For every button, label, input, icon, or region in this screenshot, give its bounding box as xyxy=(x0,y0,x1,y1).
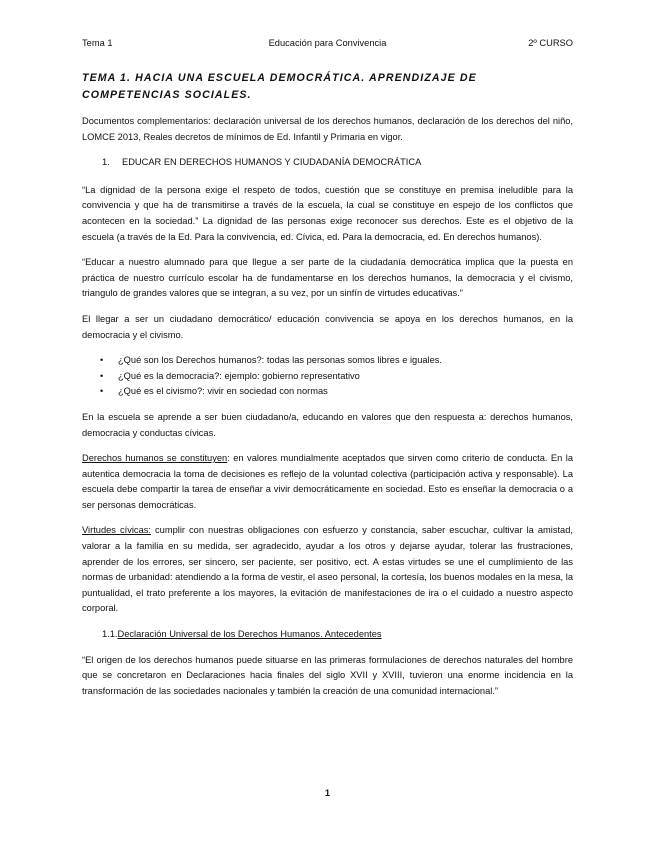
bullet-list xyxy=(82,353,573,400)
paragraph-educate-quote: “Educar a nuestro alumnado para que llegue a ser parte de la ciudadanía democrática implica que la puesta en práctica de nuestro currículo escolar ha de fundamentarse en los derechos humanos, la democracia y el civismo, triangulo de grandes valores que se integran, a su vez, por un sinfín de virtudes educativas.” xyxy=(82,257,573,299)
paragraph-human-rights: Derechos humanos se constituyen: en valores mundialmente aceptados que sirven como criterio de conducta. En la autentica democracia la toma de decisiones es reflejo de la voluntad colectiva (participación activa y responsable). La escuela debe compartir la tarea de enseñar a vivir democráticamente en sociedad. Esto es enseñar la democracia o a ser personas democráticas. xyxy=(82,453,573,510)
header-topic: Tema 1 xyxy=(82,38,113,48)
term-human-rights: Derechos humanos se constituyen xyxy=(82,453,228,464)
header-subject: Educación para Convivencia xyxy=(268,38,387,48)
paragraph-civic-virtues: Virtudes cívicas: cumplir con nuestras obligaciones con esfuerzo y constancia, saber escuchar, cultivar la amistad, valorar a la familia en su medida, ser agradecido, ayudar a los otros y dejarse ayudar, tolerar las frustraciones, aprender de los errores, ser sincero, ser paciente, ser positivo, ect. A estas virtudes se une el cumplimiento de las normas de urbanidad: atendiendo a la forma de vestir, el aseo personal, la cortesía, los buenos modales en la mesa, la puntualidad, el trato preferente a los mayores, la evitación de manifestaciones de ira o el cuidado a nuestro aspecto corporal. xyxy=(82,525,573,614)
header-course: 2º CURSO xyxy=(528,38,573,48)
list-item: • ¿Qué son los Derechos humanos?: todas las personas somos libres e iguales. xyxy=(100,353,573,369)
intro-paragraph: Documentos complementarios: declaración universal de los derechos humanos, declaración de los derechos del niño, LOMCE 2013, Reales decretos de mínimos de Ed. Infantil y Primaria en vigor. xyxy=(82,116,573,142)
paragraph-dignity-quote: “La dignidad de la persona exige el respeto de todos, cuestión que se constituye en premisa ineludible para la convivencia y que ha de transmitirse a través de la escuela, la cual se constituye en espejo de los conflictos que acontecen en la sociedad.” La dignidad de las personas exige reconocer sus derechos. Este es el objetivo de la escuela (a través de la Ed. Para la convivencia, ed. Cívica, ed. Para la democracia, ed. En derechos humanos). xyxy=(82,184,573,242)
document-title: TEMA 1. HACIA UNA ESCUELA DEMOCRÁTICA. APRENDIZAJE DE COMPETENCIAS SOCIALES. xyxy=(82,72,477,101)
term-civic-virtues: Virtudes cívicas: xyxy=(82,525,151,536)
bullet-icon: • xyxy=(100,355,104,366)
section-number: 1. xyxy=(102,157,110,168)
page-header xyxy=(82,38,573,52)
list-item: • ¿Qué es la democracia?: ejemplo: gobierno representativo xyxy=(100,369,573,385)
subsection-number: 1.1. xyxy=(102,629,118,640)
paragraph-origin-quote: “El origen de los derechos humanos puede situarse en las primeras formulaciones de derechos naturales del hombre que se concretaron en Declaraciones hacia finales del siglo XVII y XVIII, tuvieron una enorme incidencia en la transformación de las sociedades nacionales y también la creación de una comunidad internacional.” xyxy=(82,654,573,696)
subsection-heading xyxy=(82,627,573,643)
section-heading xyxy=(82,155,573,171)
page-number: 1 xyxy=(324,788,331,798)
bullet-icon: • xyxy=(100,370,104,381)
paragraph-school-values: En la escuela se aprende a ser buen ciudadano/a, educando en valores que den respuesta a: derechos humanos, democracia y conductas cívicas. xyxy=(82,411,573,438)
section-title: EDUCAR EN DERECHOS HUMANOS Y CIUDADANÍA DEMOCRÁTICA xyxy=(122,157,422,168)
paragraph-citizen: El llegar a ser un ciudadano democrático/ educación convivencia se apoya en los derechos humanos, en la democracia y el civismo. xyxy=(82,313,573,340)
document-body xyxy=(82,70,573,709)
list-item: • ¿Qué es el civismo?: vivir en sociedad con normas xyxy=(100,384,573,400)
bullet-icon: • xyxy=(100,386,104,397)
subsection-title: Declaración Universal de los Derechos Humanos. Antecedentes xyxy=(117,629,382,640)
